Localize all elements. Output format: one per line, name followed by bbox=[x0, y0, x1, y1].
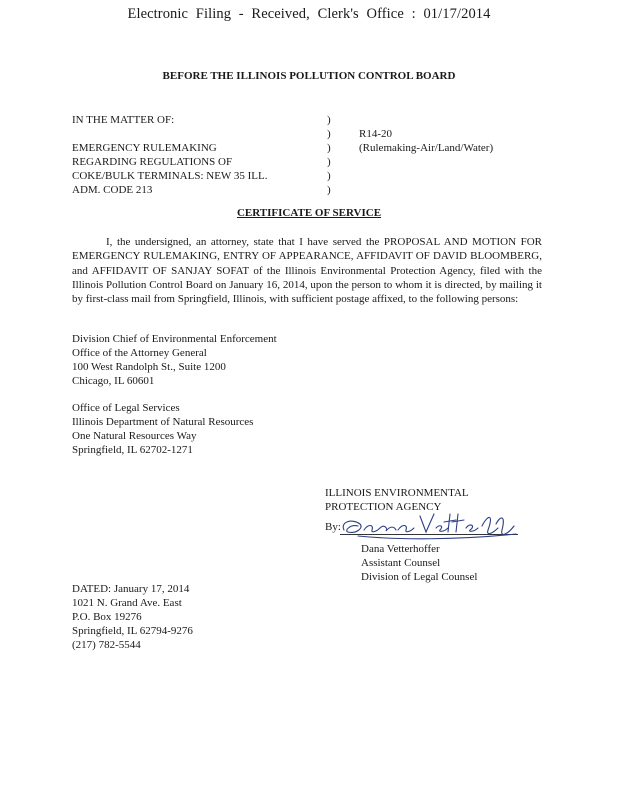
address-line: Springfield, IL 62702-1271 bbox=[72, 444, 193, 456]
address-line: Chicago, IL 60601 bbox=[72, 375, 155, 387]
handwritten-signature bbox=[338, 510, 523, 542]
signer-division: Division of Legal Counsel bbox=[361, 571, 478, 583]
caption-line-1: IN THE MATTER OF: bbox=[72, 114, 175, 126]
address-line: Illinois Department of Natural Resources bbox=[72, 416, 254, 428]
caption-line-6: ADM. CODE 213 bbox=[72, 184, 153, 196]
filing-stamp: Electronic Filing - Received, Clerk's Office : 01/17/2014 bbox=[127, 6, 491, 22]
address-line: 100 West Randolph St., Suite 1200 bbox=[72, 361, 226, 373]
agency-line: PROTECTION AGENCY bbox=[325, 501, 442, 513]
by-label: By: bbox=[325, 521, 341, 533]
dated-line: DATED: January 17, 2014 bbox=[72, 583, 190, 595]
caption-paren: ) bbox=[327, 184, 331, 196]
caption-paren: ) bbox=[327, 142, 331, 154]
agency-line: ILLINOIS ENVIRONMENTAL bbox=[325, 487, 469, 499]
board-title: BEFORE THE ILLINOIS POLLUTION CONTROL BOARD bbox=[162, 70, 456, 82]
docket-number: R14-20 bbox=[359, 128, 392, 140]
caption-paren: ) bbox=[327, 170, 331, 182]
caption-line-4: REGARDING REGULATIONS OF bbox=[72, 156, 233, 168]
dated-line: P.O. Box 19276 bbox=[72, 611, 142, 623]
caption-paren: ) bbox=[327, 156, 331, 168]
dated-line: (217) 782-5544 bbox=[72, 639, 141, 651]
signer-name: Dana Vetterhoffer bbox=[361, 543, 440, 555]
dated-line: 1021 N. Grand Ave. East bbox=[72, 597, 182, 609]
body-paragraph: I, the undersigned, an attorney, state that I have served the PROPOSAL AND MOTION FOR EMERGENCY RULEMAKING, ENTRY OF APPEARANCE, AFFIDAVIT OF DAVID BLOOMBERG, and AFFIDAVIT OF SANJAY SOFAT of the Illinois Environmental Protection Agency, filed with the Illinois Pollution Control Board on January 16, 2014, upon the person to whom it is directed, by mailing it by first-class mail from Springfield, Illinois, with sufficient postage affixed, to the following persons: bbox=[72, 236, 542, 306]
caption-paren: ) bbox=[327, 114, 331, 126]
address-line: Office of Legal Services bbox=[72, 402, 180, 414]
address-line: Division Chief of Environmental Enforcement bbox=[72, 333, 277, 345]
address-line: Office of the Attorney General bbox=[72, 347, 207, 359]
caption-line-5: COKE/BULK TERMINALS: NEW 35 ILL. bbox=[72, 170, 268, 182]
certificate-title: CERTIFICATE OF SERVICE bbox=[236, 207, 382, 219]
caption-line-3: EMERGENCY RULEMAKING bbox=[72, 142, 217, 154]
recipient-address bbox=[72, 332, 277, 388]
dated-block bbox=[72, 582, 193, 652]
signer-title: Assistant Counsel bbox=[361, 557, 441, 569]
caption-paren: ) bbox=[327, 128, 331, 140]
dated-line: Springfield, IL 62794-9276 bbox=[72, 625, 193, 637]
signer-block bbox=[361, 542, 477, 584]
recipient-address bbox=[72, 401, 253, 457]
docket-type: (Rulemaking-Air/Land/Water) bbox=[359, 142, 494, 154]
address-line: One Natural Resources Way bbox=[72, 430, 197, 442]
